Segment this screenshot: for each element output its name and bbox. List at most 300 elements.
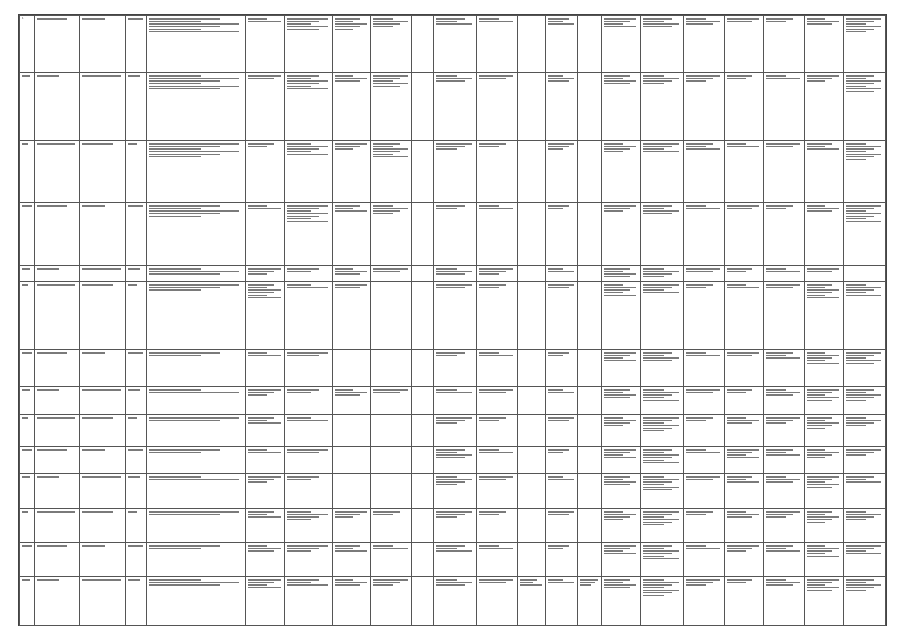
text-line — [686, 271, 713, 272]
text-line — [643, 151, 679, 152]
text-line — [479, 78, 506, 79]
text-line — [846, 216, 874, 217]
text-line — [335, 18, 360, 19]
table-cell — [434, 474, 477, 509]
text-line — [479, 548, 513, 549]
text-line — [287, 146, 327, 147]
text-line — [82, 143, 112, 144]
text-line — [548, 479, 574, 480]
text-line — [128, 449, 144, 450]
text-line — [727, 511, 746, 512]
text-line — [436, 484, 457, 485]
table-cell — [477, 141, 518, 203]
table-cell — [804, 415, 843, 447]
text-line — [604, 78, 623, 79]
text-line — [807, 522, 826, 523]
text-line — [373, 213, 393, 214]
text-line — [248, 208, 280, 209]
table-cell — [763, 447, 804, 474]
table-cell — [546, 282, 578, 350]
text-line — [287, 86, 310, 87]
text-line — [766, 476, 786, 477]
text-line — [287, 29, 319, 30]
text-line — [643, 462, 679, 463]
text-line — [727, 545, 759, 546]
text-line — [643, 357, 679, 358]
table-cell — [684, 474, 725, 509]
data-table — [19, 15, 886, 626]
text-line — [727, 352, 759, 353]
text-line — [548, 452, 563, 453]
text-line — [846, 210, 867, 211]
text-line — [807, 292, 832, 293]
table-cell — [125, 447, 147, 474]
text-line — [643, 205, 672, 206]
text-line — [604, 394, 636, 395]
text-line — [436, 205, 465, 206]
text-line — [643, 454, 679, 455]
table-cell — [843, 447, 885, 474]
text-line — [807, 449, 826, 450]
text-line — [373, 21, 407, 22]
table-row — [20, 447, 886, 474]
text-line — [807, 420, 826, 421]
table-cell — [641, 203, 684, 266]
text-line — [766, 417, 800, 418]
table-cell — [763, 16, 804, 73]
table-cell — [246, 266, 285, 282]
table-cell — [725, 577, 764, 626]
text-line — [82, 284, 112, 285]
table-cell — [147, 474, 246, 509]
text-line — [807, 363, 839, 364]
text-line — [727, 548, 752, 549]
text-line — [766, 454, 800, 455]
table-cell — [285, 509, 332, 543]
text-line — [82, 449, 104, 450]
text-line — [727, 21, 752, 22]
text-line — [335, 545, 360, 546]
text-line — [248, 355, 280, 356]
text-line — [766, 268, 786, 269]
text-line — [846, 289, 874, 290]
table-cell — [763, 73, 804, 141]
text-line — [149, 287, 220, 288]
text-line — [604, 284, 623, 285]
text-line — [287, 392, 310, 393]
table-cell — [434, 266, 477, 282]
text-line — [335, 205, 360, 206]
text-line — [82, 205, 104, 206]
text-line — [436, 284, 472, 285]
text-line — [128, 284, 137, 285]
text-line — [149, 284, 238, 285]
table-cell — [332, 577, 371, 626]
text-line — [149, 273, 220, 274]
text-line — [436, 579, 457, 580]
table-cell — [80, 266, 125, 282]
text-line — [373, 514, 393, 515]
text-line — [479, 75, 513, 76]
table-cell — [434, 577, 477, 626]
text-line — [727, 579, 752, 580]
text-line — [287, 550, 310, 551]
text-line — [604, 273, 636, 274]
table-cell — [35, 203, 80, 266]
text-line — [373, 148, 407, 149]
table-cell — [371, 282, 412, 350]
text-line — [287, 210, 310, 211]
table-cell — [434, 141, 477, 203]
table-cell — [518, 543, 546, 577]
text-line — [686, 392, 713, 393]
text-line — [82, 511, 112, 512]
text-line — [604, 295, 636, 296]
table-cell — [477, 447, 518, 474]
text-line — [82, 18, 104, 19]
table-cell — [546, 350, 578, 387]
text-line — [807, 417, 832, 418]
text-line — [846, 221, 881, 222]
text-line — [287, 88, 327, 89]
table-cell — [35, 266, 80, 282]
text-line — [37, 545, 67, 546]
table-row — [20, 415, 886, 447]
text-line — [643, 476, 664, 477]
text-line — [149, 210, 238, 211]
text-line — [727, 514, 759, 515]
text-line — [548, 579, 563, 580]
table-cell — [725, 266, 764, 282]
table-cell — [332, 203, 371, 266]
table-cell — [578, 474, 602, 509]
text-line — [248, 516, 280, 517]
text-line — [766, 449, 793, 450]
text-line — [643, 392, 679, 393]
text-line — [766, 545, 793, 546]
table-cell — [125, 350, 147, 387]
table-cell — [843, 203, 885, 266]
text-line — [686, 514, 706, 515]
text-line — [686, 23, 713, 24]
text-line — [846, 550, 867, 551]
text-line — [727, 205, 759, 206]
text-line — [807, 284, 832, 285]
text-line — [287, 218, 310, 219]
text-line — [22, 75, 30, 76]
text-line — [248, 422, 280, 423]
table-cell — [332, 73, 371, 141]
text-line — [37, 449, 67, 450]
table-cell — [371, 16, 412, 73]
text-line — [643, 489, 672, 490]
text-line — [287, 271, 310, 272]
text-line — [807, 550, 832, 551]
text-line — [846, 476, 874, 477]
text-line — [727, 287, 759, 288]
table-row — [20, 203, 886, 266]
table-cell — [20, 577, 35, 626]
text-line — [766, 394, 793, 395]
text-line — [373, 26, 393, 27]
text-line — [548, 352, 569, 353]
text-line — [149, 545, 220, 546]
text-line — [766, 352, 793, 353]
table-cell — [602, 577, 641, 626]
table-cell — [125, 415, 147, 447]
table-cell — [80, 16, 125, 73]
text-line — [548, 148, 563, 149]
text-line — [846, 454, 867, 455]
table-cell — [285, 16, 332, 73]
text-line — [479, 355, 513, 356]
text-line — [479, 389, 513, 390]
table-cell — [246, 447, 285, 474]
table-cell — [725, 415, 764, 447]
text-line — [604, 511, 623, 512]
table-cell — [725, 16, 764, 73]
text-line — [479, 205, 499, 206]
table-cell — [546, 141, 578, 203]
text-line — [807, 23, 832, 24]
text-line — [373, 86, 400, 87]
text-line — [82, 476, 120, 477]
table-cell — [763, 387, 804, 415]
table-cell — [804, 350, 843, 387]
text-line — [335, 550, 367, 551]
text-line — [686, 80, 706, 81]
table-cell — [546, 266, 578, 282]
text-line — [766, 550, 800, 551]
text-line — [548, 143, 574, 144]
text-line — [766, 21, 786, 22]
text-line — [604, 83, 629, 84]
text-line — [604, 392, 623, 393]
table-cell — [285, 203, 332, 266]
table-cell — [804, 509, 843, 543]
table-cell — [518, 350, 546, 387]
table-cell — [725, 387, 764, 415]
table-cell — [332, 543, 371, 577]
text-line — [807, 287, 826, 288]
text-line — [766, 481, 793, 482]
text-line — [643, 273, 672, 274]
text-line — [287, 519, 310, 520]
text-line — [643, 481, 672, 482]
table-cell — [285, 474, 332, 509]
text-line — [727, 392, 746, 393]
text-line — [22, 389, 30, 390]
text-line — [580, 582, 594, 583]
text-line — [128, 476, 140, 477]
text-line — [248, 297, 280, 298]
text-line — [807, 268, 839, 269]
text-line — [287, 579, 319, 580]
text-line — [846, 83, 874, 84]
text-line — [149, 449, 220, 450]
text-line — [548, 476, 563, 477]
table-cell — [80, 350, 125, 387]
text-line — [604, 205, 636, 206]
text-line — [82, 389, 120, 390]
table-row — [20, 266, 886, 282]
text-line — [727, 479, 746, 480]
table-cell — [332, 509, 371, 543]
text-line — [149, 216, 201, 217]
table-cell — [285, 387, 332, 415]
text-line — [807, 590, 832, 591]
text-line — [727, 550, 746, 551]
table-cell — [763, 203, 804, 266]
text-line — [766, 389, 786, 390]
text-line — [149, 514, 220, 515]
text-line — [807, 514, 826, 515]
text-line — [149, 151, 238, 152]
table-cell — [477, 16, 518, 73]
text-line — [149, 80, 220, 81]
table-cell — [684, 141, 725, 203]
text-line — [643, 522, 672, 523]
text-line — [766, 422, 786, 423]
text-line — [807, 400, 832, 401]
text-line — [846, 159, 867, 160]
text-line — [766, 357, 800, 358]
text-line — [436, 273, 465, 274]
text-line — [604, 579, 629, 580]
text-line — [287, 548, 319, 549]
table-cell — [843, 350, 885, 387]
text-line — [846, 91, 874, 92]
text-line — [807, 210, 832, 211]
text-line — [604, 271, 623, 272]
text-line — [604, 208, 629, 209]
text-line — [766, 355, 786, 356]
table-cell — [332, 141, 371, 203]
text-line — [846, 295, 881, 296]
table-cell — [434, 447, 477, 474]
table-cell — [843, 577, 885, 626]
text-line — [149, 31, 238, 32]
text-line — [335, 23, 367, 24]
text-line — [335, 80, 360, 81]
text-line — [686, 148, 720, 149]
text-line — [604, 352, 636, 353]
text-line — [548, 392, 574, 393]
text-line — [287, 287, 327, 288]
text-line — [604, 268, 629, 269]
table-cell — [518, 73, 546, 141]
text-line — [37, 18, 67, 19]
text-line — [686, 479, 713, 480]
text-line — [22, 511, 28, 512]
text-line — [479, 420, 499, 421]
table-cell — [578, 266, 602, 282]
text-line — [373, 268, 407, 269]
table-cell — [725, 474, 764, 509]
table-cell — [578, 509, 602, 543]
text-line — [643, 592, 672, 593]
table-cell — [578, 203, 602, 266]
text-line — [436, 287, 465, 288]
table-cell — [725, 447, 764, 474]
table-cell — [518, 474, 546, 509]
spreadsheet-page — [18, 14, 887, 626]
table-cell — [147, 577, 246, 626]
text-line — [686, 78, 713, 79]
text-line — [287, 148, 319, 149]
text-line — [686, 579, 720, 580]
text-line — [436, 420, 465, 421]
table-cell — [602, 203, 641, 266]
text-line — [807, 454, 832, 455]
text-line — [436, 352, 465, 353]
table-cell — [546, 415, 578, 447]
text-line — [149, 389, 201, 390]
text-line — [643, 23, 679, 24]
text-line — [436, 18, 465, 19]
table-cell — [477, 282, 518, 350]
table-cell — [477, 387, 518, 415]
text-line — [248, 545, 267, 546]
text-line — [727, 582, 746, 583]
text-line — [727, 389, 752, 390]
table-cell — [20, 387, 35, 415]
text-line — [846, 584, 881, 585]
text-line — [604, 143, 623, 144]
text-line — [643, 287, 672, 288]
text-line — [766, 146, 793, 147]
text-line — [643, 143, 679, 144]
text-line — [766, 579, 786, 580]
text-line — [335, 210, 367, 211]
table-cell — [147, 203, 246, 266]
text-line — [643, 484, 664, 485]
text-line — [548, 21, 563, 22]
text-line — [807, 484, 839, 485]
table-cell — [371, 73, 412, 141]
text-line — [604, 75, 629, 76]
table-cell — [518, 387, 546, 415]
table-cell — [602, 509, 641, 543]
table-cell — [578, 16, 602, 73]
table-cell — [20, 282, 35, 350]
table-cell — [332, 16, 371, 73]
text-line — [287, 83, 319, 84]
table-cell — [147, 447, 246, 474]
text-line — [643, 148, 664, 149]
text-line — [335, 394, 360, 395]
text-line — [248, 389, 280, 390]
text-line — [149, 420, 220, 421]
table-row — [20, 282, 886, 350]
table-cell — [125, 577, 147, 626]
text-line — [686, 21, 720, 22]
table-cell — [147, 266, 246, 282]
text-line — [149, 148, 201, 149]
table-cell — [35, 577, 80, 626]
table-cell — [725, 509, 764, 543]
text-line — [373, 210, 400, 211]
text-line — [686, 545, 706, 546]
text-line — [686, 208, 720, 209]
table-cell — [371, 266, 412, 282]
text-line — [604, 289, 629, 290]
text-line — [766, 205, 793, 206]
table-cell — [684, 415, 725, 447]
table-cell — [147, 282, 246, 350]
text-line — [807, 389, 839, 390]
text-line — [335, 78, 367, 79]
